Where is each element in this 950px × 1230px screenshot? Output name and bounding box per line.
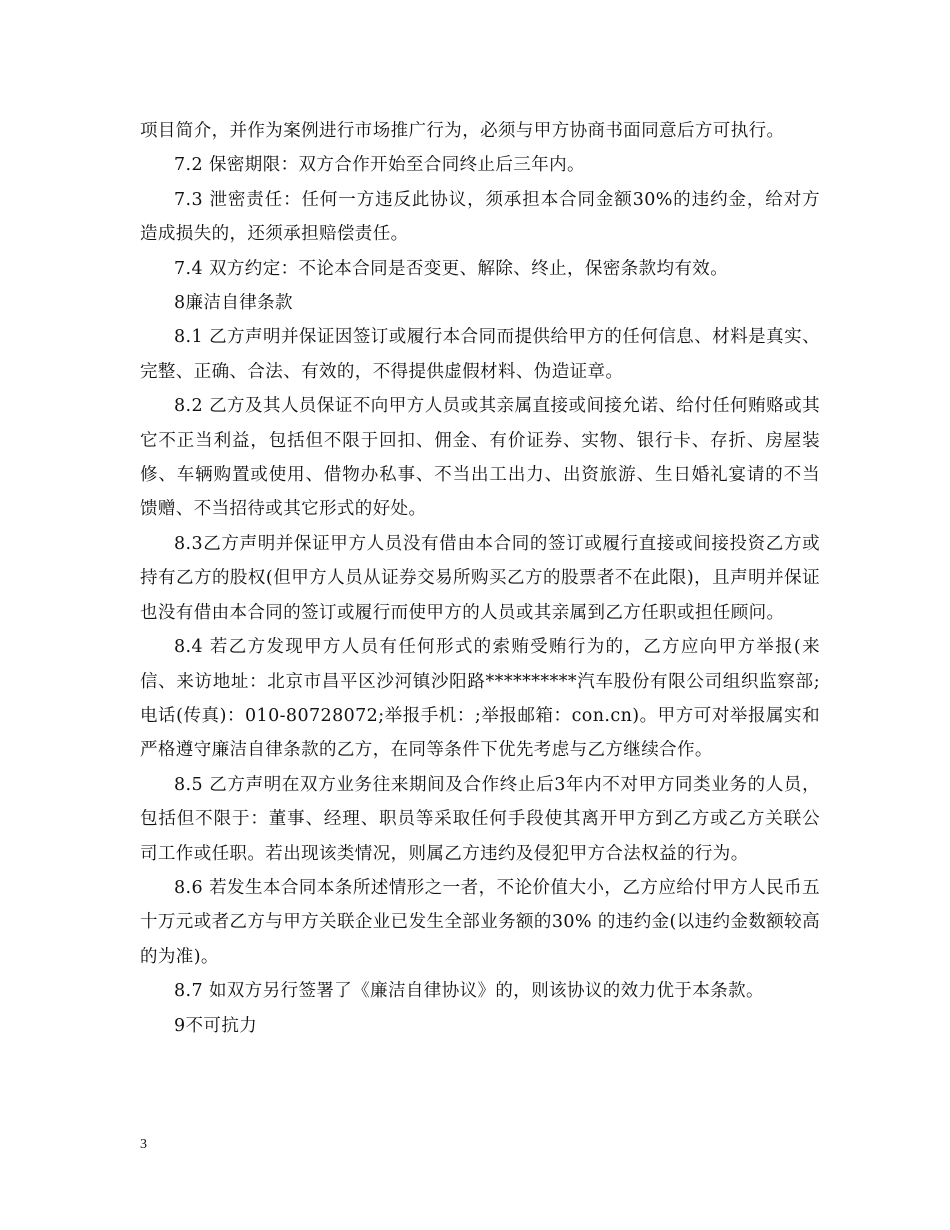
paragraph-7-2: 7.2 保密期限：双方合作开始至合同终止后三年内。 bbox=[174, 155, 585, 176]
paragraph-8-4: 8.4 若乙方发现甲方人员有任何形式的索贿受贿行为的，乙方应向甲方举报(来信、来访地址：北京市昌平区沙河镇沙阳路**********汽车股份有限公司组织监察部;电话(传真)：010-80728072;举报手机：;举报邮箱：con.cn)。甲方可对举报属实和严格遵守廉洁自律条款的乙方，在同等条件下优先考虑与乙方继续合作。 bbox=[140, 637, 820, 761]
section-heading-8: 8廉洁自律条款 bbox=[174, 293, 293, 314]
paragraph-7-3: 7.3 泄密责任：任何一方违反此协议，须承担本合同金额30%的违约金，给对方造成损失的，还须承担赔偿责任。 bbox=[140, 189, 820, 245]
paragraph-8-1: 8.1 乙方声明并保证因签订或履行本合同而提供给甲方的任何信息、材料是真实、完整、正确、合法、有效的，不得提供虚假材料、伪造证章。 bbox=[140, 327, 820, 382]
paragraph-7-4: 7.4 双方约定：不论本合同是否变更、解除、终止，保密条款均有效。 bbox=[174, 258, 729, 279]
paragraph-8-2: 8.2 乙方及其人员保证不向甲方人员或其亲属直接或间接允诺、给付任何贿赂或其它不正当利益，包括但不限于回扣、佣金、有价证券、实物、银行卡、存折、房屋装修、车辆购置或使用、借物办私事、不当出工出力、出资旅游、生日婚礼宴请的不当馈赠、不当招待或其它形式的好处。 bbox=[140, 396, 820, 520]
document-body bbox=[140, 114, 820, 1043]
section-heading-9: 9不可抗力 bbox=[174, 1015, 258, 1036]
paragraph-8-3: 8.3乙方声明并保证甲方人员没有借由本合同的签订或履行直接或间接投资乙方或持有乙方的股权(但甲方人员从证券交易所购买乙方的股票者不在此限)，且声明并保证也没有借由本合同的签订或履行而使甲方的人员或其亲属到乙方任职或担任顾问。 bbox=[140, 533, 820, 623]
page-number: 3 bbox=[140, 1137, 147, 1152]
paragraph-8-6: 8.6 若发生本合同本条所述情形之一者，不论价值大小，乙方应给付甲方人民币五十万元或者乙方与甲方关联企业已发生全部业务额的30% 的违约金(以违约金数额较高的为准)。 bbox=[140, 877, 820, 967]
paragraph-8-5: 8.5 乙方声明在双方业务往来期间及合作终止后3年内不对甲方同类业务的人员，包括但不限于：董事、经理、职员等采取任何手段使其离开甲方到乙方或乙方关联公司工作或任职。若出现该类情况，则属乙方违约及侵犯甲方合法权益的行为。 bbox=[140, 774, 820, 864]
paragraph-8-7: 8.7 如双方另行签署了《廉洁自律协议》的，则该协议的效力优于本条款。 bbox=[174, 981, 764, 1002]
paragraph-continuation: 项目简介，并作为案例进行市场推广行为，必须与甲方协商书面同意后方可执行。 bbox=[140, 121, 785, 141]
